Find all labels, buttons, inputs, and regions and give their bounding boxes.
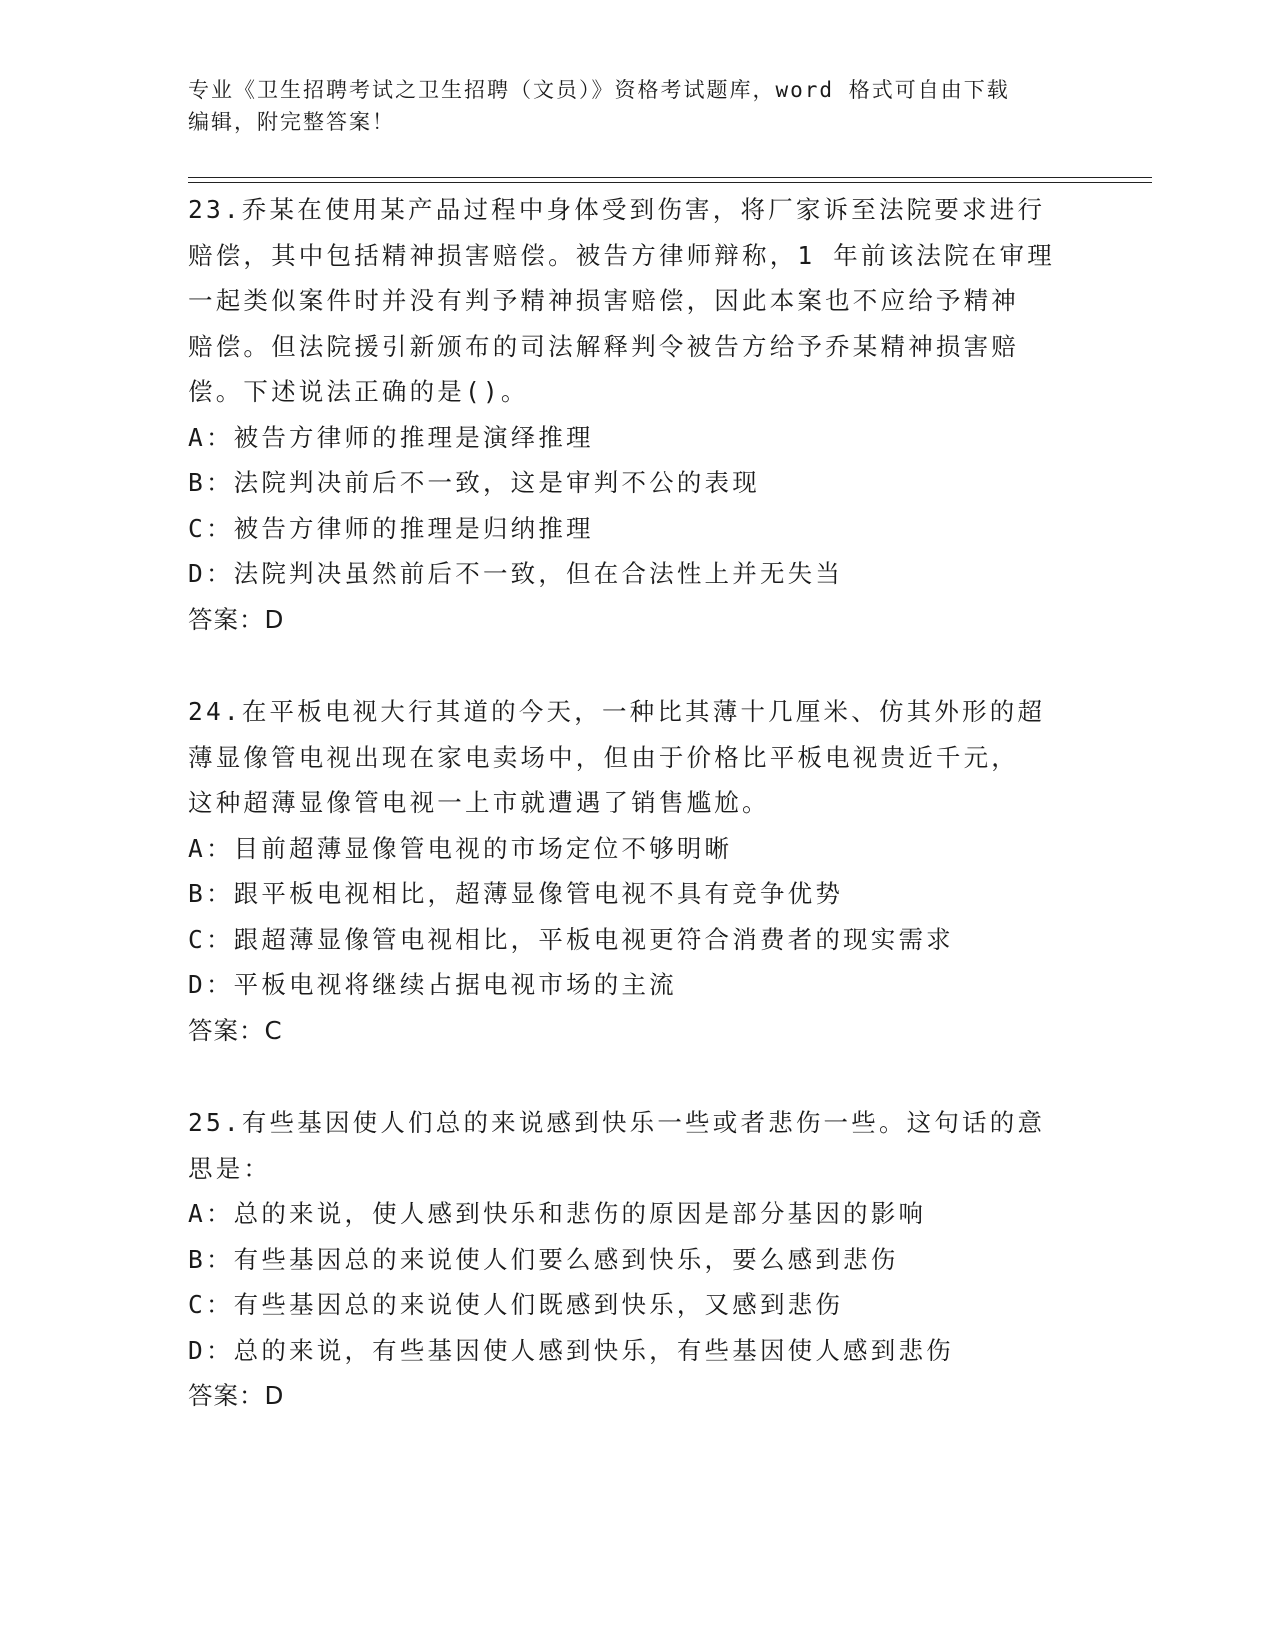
option-c: C：有些基因总的来说使人们既感到快乐，又感到悲伤 [188, 1290, 844, 1319]
answer-label: 答案：C [188, 1015, 283, 1045]
header-line-1: 专业《卫生招聘考试之卫生招聘（文员）》资格考试题库，word 格式可自由下载 [188, 78, 1010, 102]
answer-label: 答案：D [188, 604, 285, 634]
option-b: B：法院判决前后不一致，这是审判不公的表现 [188, 468, 760, 497]
question-stem-line: 一起类似案件时并没有判予精神损害赔偿，因此本案也不应给予精神 [188, 286, 1019, 315]
option-b: B：跟平板电视相比，超薄显像管电视不具有竞争优势 [188, 879, 844, 908]
question-stem-line: 23.乔某在使用某产品过程中身体受到伤害，将厂家诉至法院要求进行 [188, 195, 1046, 224]
option-a: A：总的来说，使人感到快乐和悲伤的原因是部分基因的影响 [188, 1199, 927, 1228]
answer-label: 答案：D [188, 1381, 285, 1410]
question-stem-line: 赔偿。但法院援引新颁布的司法解释判令被告方给予乔某精神损害赔 [188, 331, 1019, 361]
question-24 [188, 689, 1088, 1053]
option-a: A：被告方律师的推理是演绎推理 [188, 422, 594, 452]
question-stem-line: 思是： [188, 1153, 272, 1183]
header-divider-bottom [188, 182, 1152, 183]
header-divider-top [188, 177, 1152, 178]
question-stem-line: 25.有些基因使人们总的来说感到快乐一些或者悲伤一些。这句话的意 [188, 1108, 1046, 1137]
document-header [188, 74, 1088, 138]
option-b: B：有些基因总的来说使人们要么感到快乐，要么感到悲伤 [188, 1244, 899, 1274]
question-25 [188, 1100, 1088, 1419]
question-stem-line: 薄显像管电视出现在家电卖场中，但由于价格比平板电视贵近千元， [188, 742, 1019, 772]
question-stem-line: 这种超薄显像管电视一上市就遭遇了销售尴尬。 [188, 788, 770, 817]
question-stem-line: 赔偿，其中包括精神损害赔偿。被告方律师辩称，1 年前该法院在审理 [188, 240, 1055, 270]
option-d: D：总的来说，有些基因使人感到快乐，有些基因使人感到悲伤 [188, 1335, 954, 1365]
option-d: D：平板电视将继续占据电视市场的主流 [188, 970, 677, 999]
question-stem-line: 偿。下述说法正确的是()。 [188, 377, 529, 406]
option-a: A：目前超薄显像管电视的市场定位不够明晰 [188, 833, 733, 863]
option-c: C：被告方律师的推理是归纳推理 [188, 513, 594, 543]
option-c: C：跟超薄显像管电视相比，平板电视更符合消费者的现实需求 [188, 924, 954, 954]
option-d: D：法院判决虽然前后不一致，但在合法性上并无失当 [188, 559, 844, 588]
question-stem-line: 24.在平板电视大行其道的今天，一种比其薄十几厘米、仿其外形的超 [188, 697, 1046, 726]
question-23 [188, 187, 1088, 642]
header-line-2: 编辑，附完整答案！ [188, 110, 395, 134]
